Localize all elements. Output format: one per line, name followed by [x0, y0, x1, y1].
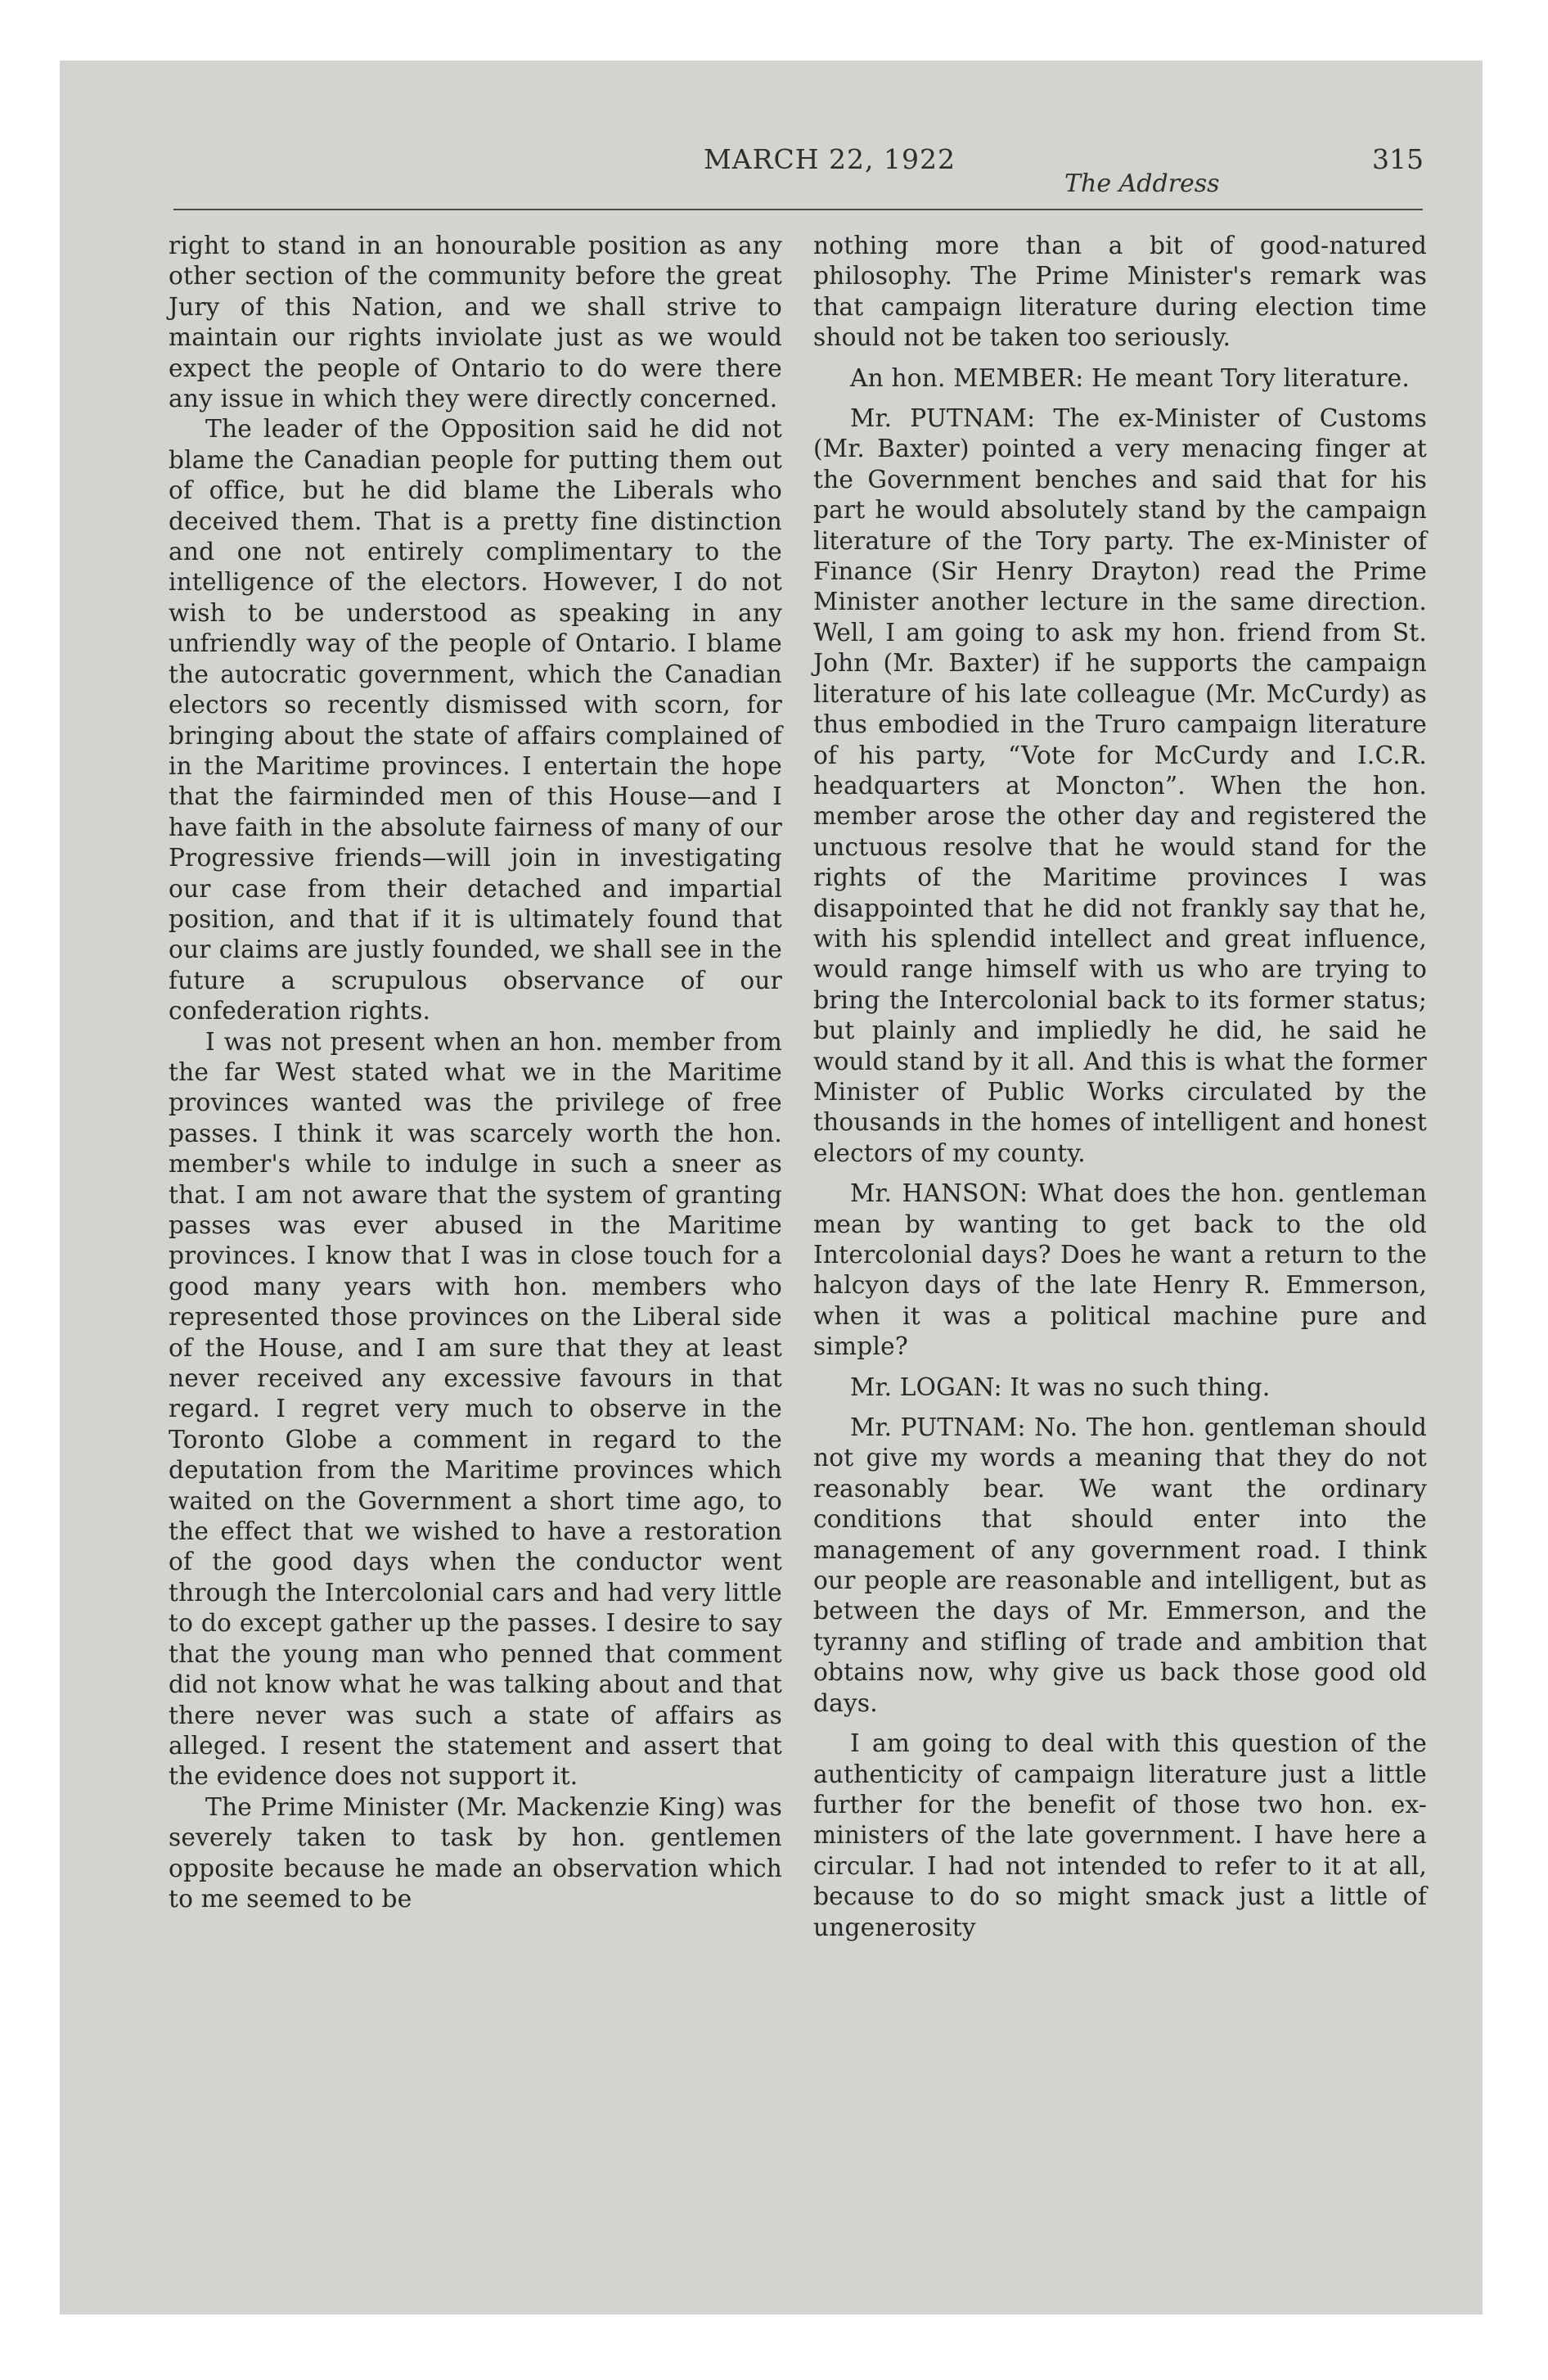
paragraph: I was not present when an hon. member from the far West stated what we in the Maritime provinces wanted was the privilege of free passes. I think it was scarcely worth the hon. member's while to indulge in such a sneer as that. I am not aware that the system of granting passes was ever abused in the Maritime provinces. I know that I was in close touch for a good many years with hon. members who represented those provinces on the Liberal side of the House, and I am sure that they at least never received any excessive favours in that regard. I regret very much to observe in the Toronto Globe a comment in regard to the deputation from the Maritime provinces which waited on the Government a short time ago, to the effect that we wished to have a restoration of the good days when the conductor went through the Intercolonial cars and had very little to do except gather up the passes. I desire to say that the young man who penned that comment did not know what he was talking about and that there never was such a state of affairs as alleged. I resent the statement and assert that the evidence does not support it. [169, 1027, 782, 1791]
right-column [813, 231, 1427, 1943]
left-column [169, 231, 782, 1914]
paragraph: Mr. LOGAN: It was no such thing. [850, 1373, 1271, 1401]
header-rule [173, 209, 1423, 210]
paragraph: Mr. HANSON: What does the hon. gentleman mean by wanting to get back to the old Intercolonial days? Does he want a return to the halcyon days of the late Henry R. Emmerson, when it was a political machine pure and simple? [813, 1179, 1427, 1361]
paragraph: Mr. PUTNAM: No. The hon. gentleman should not give my words a meaning that they do not reasonably bear. We want the ordinary conditions that should enter into the management of any government road. I think our people are reasonable and intelligent, but as between the days of Mr. Emmerson, and the tyranny and stifling of trade and ambition that obtains now, why give us back those good old days. [813, 1413, 1427, 1717]
page-header [172, 143, 1424, 198]
paragraph: right to stand in an honourable position as any other section of the community before the great Jury of this Nation, and we shall strive to maintain our rights inviolate just as we would expect the people of Ontario to do were there any issue in which they were directly concerned. [169, 232, 782, 413]
page-number: 315 [1372, 143, 1424, 175]
header-date: MARCH 22, 1922 [704, 143, 956, 175]
paragraph: The leader of the Opposition said he did not blame the Canadian people for putting them out of office, but he did blame the Liberals who deceived them. That is a pretty fine distinction and one not entirely complimentary to the intelligence of the electors. However, I do not wish to be understood as speaking in any unfriendly way of the people of Ontario. I blame the autocratic government, which the Canadian electors so recently dismissed with scorn, for bringing about the state of affairs complained of in the Maritime provinces. I entertain the hope that the fairminded men of this House—and I have faith in the absolute fairness of many of our Progressive friends—will join in investigating our case from their detached and impartial position, and that if it is ultimately found that our claims are justly founded, we shall see in the future a scrupulous observance of our confederation rights. [169, 415, 782, 1025]
paragraph: An hon. MEMBER: He meant Tory literature. [850, 363, 1410, 392]
paragraph: The Prime Minister (Mr. Mackenzie King) was severely taken to task by hon. gentlemen opposite because he made an observation which to me seemed to be [169, 1792, 782, 1913]
paragraph: I am going to deal with this question of the authenticity of campaign literature just a little further for the benefit of those two hon. ex-ministers of the late government. I have here a circular. I had not intended to refer to it at all, because to do so might smack just a little of ungenerosity [813, 1729, 1427, 1941]
paragraph: nothing more than a bit of good-natured philosophy. The Prime Minister's remark was that campaign literature during election time should not be taken too seriously. [813, 232, 1427, 352]
header-section-title: The Address [1064, 169, 1220, 198]
paragraph: Mr. PUTNAM: The ex-Minister of Customs (Mr. Baxter) pointed a very menacing finger at the Government benches and said that for his part he would absolutely stand by the campaign literature of the Tory party. The ex-Minister of Finance (Sir Henry Drayton) read the Prime Minister another lecture in the same direction. Well, I am going to ask my hon. friend from St. John (Mr. Baxter) if he supports the campaign literature of his late colleague (Mr. McCurdy) as thus embodied in the Truro campaign literature of his party, “Vote for McCurdy and I.C.R. headquarters at Moncton”. When the hon. member arose the other day and registered the unctuous resolve that he would stand for the rights of the Maritime provinces I was disappointed that he did not frankly say that he, with his splendid intellect and great influence, would range himself with us who are trying to bring the Intercolonial back to its former status; but plainly and impliedly he did, he said he would stand by it all. And this is what the former Minister of Public Works circulated by the thousands in the homes of intelligent and honest electors of my county. [813, 404, 1427, 1167]
